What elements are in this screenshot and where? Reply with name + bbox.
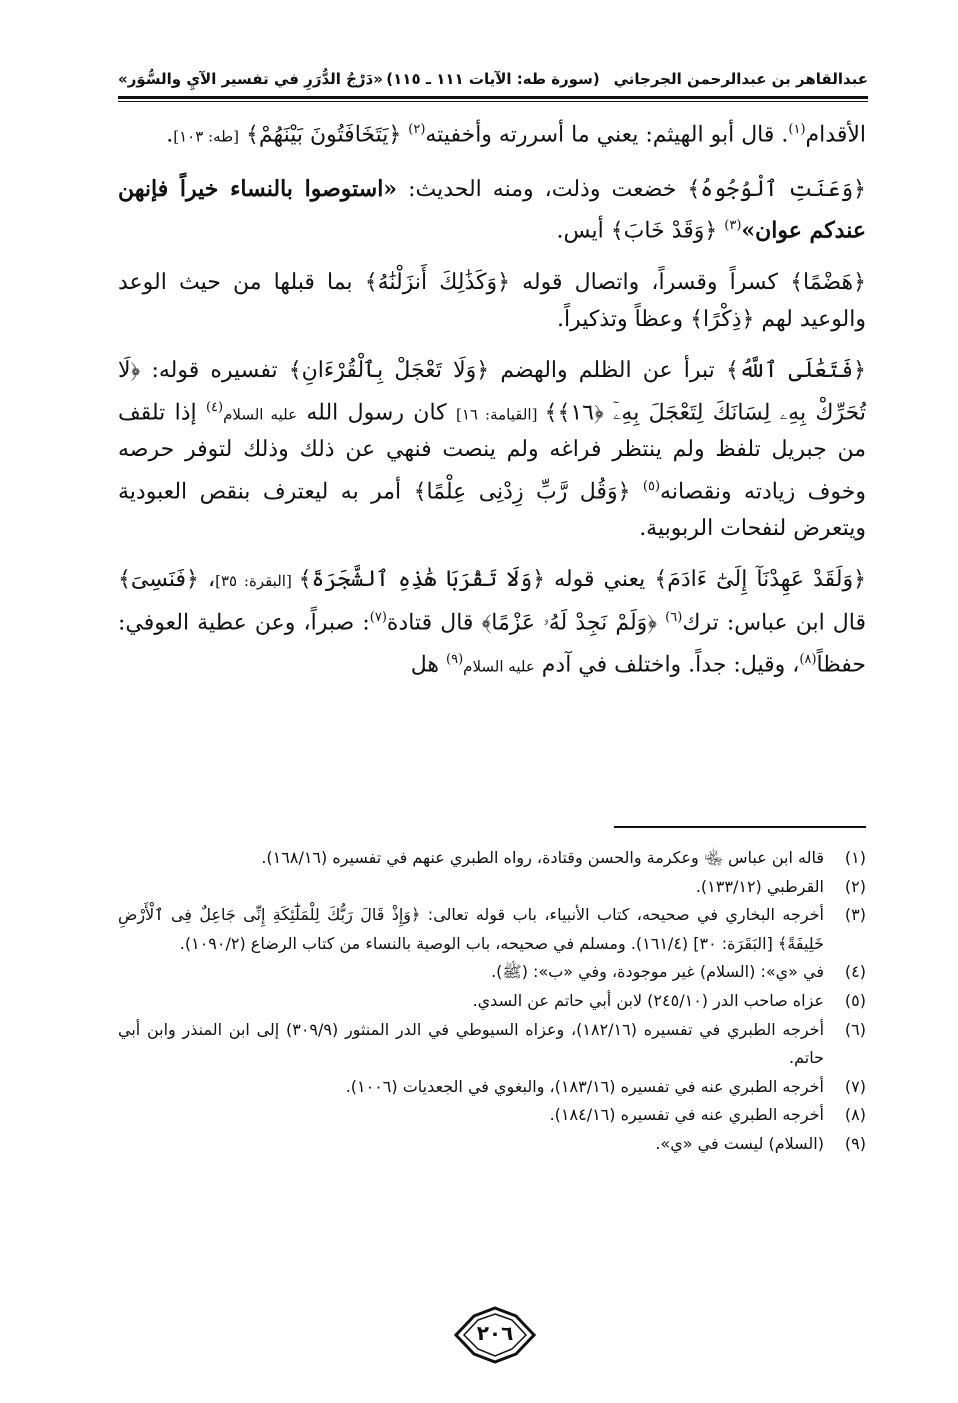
footnote-item <box>118 1130 866 1159</box>
verse-reference: [القيامة: ١٦] <box>455 404 545 423</box>
running-header <box>118 68 868 94</box>
footnotes <box>118 844 866 1159</box>
paragraph-2: ﴿وَعَنَتِ ٱلْوُجُوهُ﴾ خضعت وذلت، ومنه الحديث: «استوصوا بالنساء خيراً فإنهن عندكم عوان»$^{(٣)}$ ﴿وَقَدْ خَابَ﴾ أيس. <box>118 175 866 244</box>
header-book-title: «دَرْجُ الدُّرَرِ في تفسير الآيِ والسُّوَر» <box>118 70 383 88</box>
footnote-text: أخرجه البخاري في صحيحه، كتاب الأنبياء، باب قوله تعالى: ﴿وَإِذْ قَالَ رَبُّكَ لِلْمَلَٰٓئِكَةِ إِنِّى جَاعِلٌ فِى ٱلْأَرْضِ خَلِيفَةً﴾ [البَقَرَة: ٣٠] (١٦١/٤). ومسلم في صحيحه، باب الوصية بالنساء من كتاب الرضاع (١٠٩٠/٢). <box>118 905 824 953</box>
header-surah: (سورة طه: الآيات ١١١ ـ ١١٥) <box>386 70 600 88</box>
footnote-separator <box>614 826 866 828</box>
footnote-number: (١) <box>844 848 866 867</box>
footnote-number: (٣) <box>844 905 866 925</box>
paragraph-5: ﴿وَلَقَدْ عَهِدْنَآ إِلَىٰٓ ءَادَمَ﴾ يعني قوله ﴿وَلَا تَقْرَبَا هَٰذِهِ ٱلشَّجَرَةَ﴾ [البقرة: ٣٥]، ﴿فَنَسِىَ﴾ قال ابن عباس: ترك$^{(٦)}$ ﴿وَلَمْ نَجِدْ لَهُۥ عَزْمًا﴾ قال قتادة$^{(٧)}$: صبراً، وعن عطية العوفي: حفظاً$^{(٨)}$، وقيل: جداً. واختلف في آدم عليه السلام$^{(٩)}$ هل <box>118 567 867 677</box>
footnote-number: (٥) <box>844 990 866 1010</box>
main-text <box>118 112 866 699</box>
footnote-text: في «ي»: (السلام) غير موجودة، وفي «ب»: (ﷺ). <box>491 962 824 982</box>
verse-reference: [البقرة: ٣٥] <box>215 572 299 591</box>
footnote-text: (السلام) ليست في «ي». <box>655 1133 824 1153</box>
footnote-ref: (١) <box>788 122 806 137</box>
salutation-glyph: عليه السلام <box>223 404 298 423</box>
quran-quote: ﴿هَضْمًا﴾ <box>790 270 866 296</box>
quran-quote: ﴿يَتَخَافَتُونَ بَيْنَهُمْ﴾ <box>238 122 409 148</box>
quran-quote: ﴿ذِكْرًا﴾ <box>690 306 755 332</box>
footnote-item <box>118 958 866 987</box>
hadith-quote: «استوصوا بالنساء خيراً فإنهن عندكم عوان» <box>118 175 866 244</box>
quran-quote: ﴿وَلَا تَقْرَبَا هَٰذِهِ ٱلشَّجَرَةَ﴾ <box>298 567 546 593</box>
quran-quote: ﴿وَكَذَٰلِكَ أَنزَلْنَٰهُ﴾ <box>364 270 510 296</box>
footnote-ref: (٩) <box>446 651 464 667</box>
footnote-item <box>118 901 866 958</box>
footnote-number: (٨) <box>844 1105 866 1125</box>
header-rule <box>118 96 868 99</box>
footnote-item <box>118 873 866 902</box>
header-rule-thin <box>118 101 868 102</box>
quran-quote: ﴿وَلَا تَعْجَلْ بِٱلْقُرْءَانِ﴾ <box>288 358 490 384</box>
quran-quote: ﴿فَنَسِىَ﴾ <box>118 567 199 593</box>
footnote-ref: (٧) <box>369 609 387 625</box>
footnote-item <box>118 1073 866 1102</box>
quran-quote: ﴿وَلَمْ نَجِدْ لَهُۥ عَزْمًا﴾ <box>481 610 666 636</box>
footnote-ref: (٣) <box>724 218 742 234</box>
footnote-number: (٢) <box>844 876 866 896</box>
footnote-number: (٤) <box>844 962 866 982</box>
footnote-ref: (٤) <box>205 399 224 415</box>
footnote-ref: (٥) <box>642 478 661 494</box>
paragraph-1: الأقدام$^{(١)}$. قال أبو الهيثم: يعني ما أسررته وأخفيته$^{(٢)}$ ﴿يَتَخَافَتُونَ بَيْنَهُمْ﴾ [طه: ١٠٣]. <box>166 122 866 148</box>
footnote-text: أخرجه الطبري عنه في تفسيره (١٨٤/١٦). <box>549 1105 824 1125</box>
footnote-ref: (٢) <box>408 122 426 137</box>
quran-quote: ﴿وَقُل رَّبِّ زِدْنِى عِلْمًا﴾ <box>413 479 643 505</box>
header-author: عبدالقاهر بن عبدالرحمن الجرجاني <box>613 70 868 88</box>
page-number: ٢٠٦ <box>476 1321 514 1345</box>
footnote-item <box>118 1016 866 1073</box>
quran-quote: ﴿وَقَدْ خَابَ﴾ <box>610 218 725 244</box>
footnote-number: (٦) <box>844 1019 866 1039</box>
footnote-ref: (٦) <box>665 609 683 625</box>
page-number-ornament <box>454 1306 536 1364</box>
footnote-text: أخرجه الطبري في تفسيره (١٨٢/١٦)، وعزاه السيوطي في الدر المنثور (٣٠٩/٩) إلى ابن المنذر وابن أبي حاتم. <box>118 1019 825 1068</box>
footnote-text: أخرجه الطبري عنه في تفسيره (١٨٣/١٦)، والبغوي في الجعديات (١٠٠٦). <box>345 1076 824 1096</box>
footnote-item <box>118 1101 866 1130</box>
footnote-item <box>118 987 866 1016</box>
footnote-text: قاله ابن عباس ﵄ وعكرمة والحسن وقتادة، رواه الطبري عنهم في تفسيره (١٦٨/١٦). <box>261 848 824 867</box>
footnote-text: القرطبي (١٣٣/١٢). <box>695 876 824 896</box>
footnote-number: (٩) <box>844 1133 866 1153</box>
quran-quote: ﴿لَا تُحَرِّكْ بِهِۦ لِسَانَكَ لِتَعْجَلَ بِهِۦٓ ﴿١٦﴾﴾ <box>118 358 866 425</box>
paragraph-4: ﴿فَتَعَٰلَى ٱللَّهُ﴾ تبرأ عن الظلم والهضم ﴿وَلَا تَعْجَلْ بِٱلْقُرْءَانِ﴾ تفسيره قوله: ﴿لَا تُحَرِّكْ بِهِۦ لِسَانَكَ لِتَعْجَلَ بِهِۦٓ ﴿١٦﴾﴾ [القيامة: ١٦] كان رسول الله عليه السلام$^{(٤)}$ إذا تلقف من جبريل تلفظ ولم ينتظر فراغه ولم ينصت فنهي عن ذلك وذلك لتوفر حرصه وخوف زيادته ونقصانه$^{(٥)}$ ﴿وَقُل رَّبِّ زِدْنِى عِلْمًا﴾ أمر به ليعترف بنقص العبودية ويتعرض لنفحات الربوبية. <box>118 358 867 541</box>
quran-quote: ﴿وَلَقَدْ عَهِدْنَآ إِلَىٰٓ ءَادَمَ﴾ <box>654 567 866 593</box>
quran-quote: ﴿وَعَنَتِ ٱلْوُجُوهُ﴾ <box>687 176 866 202</box>
verse-reference: [طه: ١٠٣] <box>173 127 239 146</box>
footnote-item <box>118 844 866 873</box>
salutation-glyph: عليه السلام <box>463 656 535 675</box>
footnote-ref: (٨) <box>799 651 817 667</box>
paragraph-3: ﴿هَضْمًا﴾ كسراً وقسراً، واتصال قوله ﴿وَكَذَٰلِكَ أَنزَلْنَٰهُ﴾ بما قبلها من حيث الوعد والوعيد لهم ﴿ذِكْرًا﴾ وعظاً وتذكيراً. <box>118 270 866 332</box>
footnote-text: عزاه صاحب الدر (٢٤٥/١٠) لابن أبي حاتم عن السدي. <box>472 990 824 1010</box>
quran-quote: ﴿فَتَعَٰلَى ٱللَّهُ﴾ <box>725 358 866 384</box>
footnote-number: (٧) <box>844 1076 866 1096</box>
